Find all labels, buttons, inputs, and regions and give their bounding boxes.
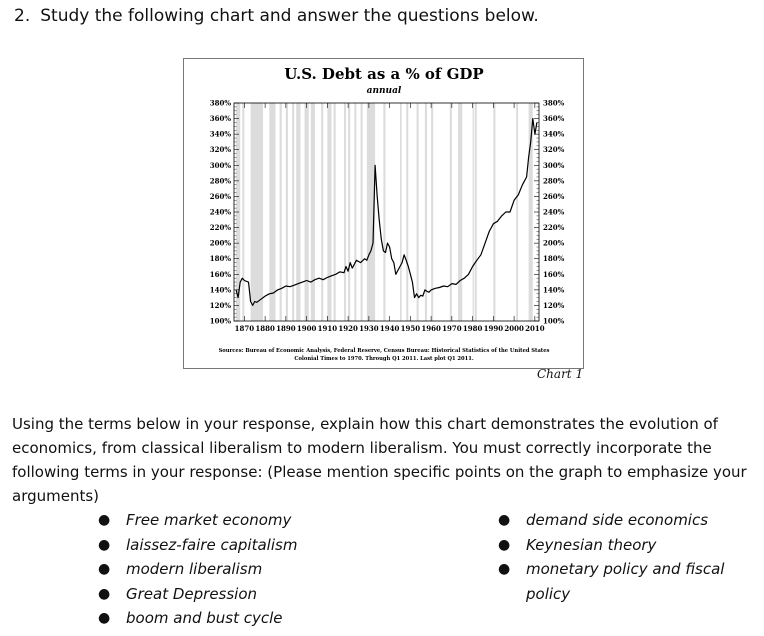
chart-source-2: Colonial Times to 1970. Through Q1 2011. Last plot Q1 2011.: [294, 356, 474, 362]
list-item: [98, 557, 358, 582]
recession-bar: [305, 103, 309, 321]
recession-bar: [425, 103, 427, 321]
recession-bar: [400, 103, 402, 321]
x-tick-label: 1890: [276, 324, 296, 333]
x-tick-label: 1970: [442, 324, 462, 333]
list-item: [498, 508, 738, 533]
x-tick-label: 1940: [379, 324, 400, 333]
list-item: [98, 533, 358, 558]
y-tick-label-right: 360%: [543, 114, 565, 124]
x-tick-label: 2000: [504, 324, 524, 333]
bullet-icon: ●: [498, 536, 511, 553]
terms-list-right: [498, 508, 738, 606]
bullet-icon: ●: [498, 561, 511, 577]
recession-bar: [242, 103, 244, 321]
recession-bar: [296, 103, 300, 321]
y-tick-label-left: 320%: [209, 145, 231, 155]
y-tick-label-left: 360%: [209, 114, 231, 124]
term-label: Great Depression: [126, 584, 258, 603]
y-tick-label-right: 320%: [543, 145, 565, 155]
y-tick-label-left: 120%: [209, 300, 231, 310]
recession-bar: [450, 103, 452, 321]
bullet-icon: ●: [98, 536, 111, 553]
x-tick-label: 1930: [359, 324, 379, 333]
recession-bar: [361, 103, 363, 321]
recession-bar: [292, 103, 294, 321]
y-tick-label-right: 380%: [543, 98, 565, 108]
recession-bar: [516, 103, 518, 321]
y-tick-label-right: 120%: [543, 300, 565, 310]
term-label: boom and bust cycle: [126, 609, 283, 627]
y-tick-label-right: 280%: [543, 176, 565, 186]
chart-caption: Chart 1: [537, 367, 584, 381]
recession-bar: [344, 103, 346, 321]
x-tick-label: 1900: [296, 324, 317, 333]
x-tick-label: 1960: [421, 324, 441, 333]
x-tick-label: 2010: [525, 324, 545, 333]
term-label: modern liberalism: [126, 560, 263, 578]
y-tick-label-left: 100%: [209, 316, 231, 326]
term-label: demand side economics: [526, 511, 709, 529]
x-tick-label: 1910: [317, 324, 338, 333]
list-item: [498, 533, 738, 558]
y-tick-label-right: 140%: [543, 285, 565, 295]
recession-bar: [475, 103, 477, 321]
recession-bar: [321, 103, 323, 321]
y-tick-label-right: 180%: [543, 254, 565, 264]
y-tick-label-right: 200%: [543, 238, 565, 248]
bullet-icon: ●: [98, 585, 111, 602]
recession-bar: [417, 103, 419, 321]
list-item: [498, 557, 738, 606]
chart-title: U.S. Debt as a % of GDP: [284, 65, 484, 83]
x-tick-label: 1990: [483, 324, 504, 333]
question-number: 2.: [14, 6, 31, 26]
x-tick-label: 1950: [400, 324, 421, 333]
bullet-icon: ●: [98, 610, 111, 626]
recession-bar: [327, 103, 331, 321]
y-tick-label-right: 300%: [543, 160, 565, 170]
recession-bar: [311, 103, 315, 321]
bullet-icon: ●: [98, 561, 111, 577]
y-tick-label-right: 220%: [543, 223, 565, 233]
bullet-icon: ●: [498, 512, 511, 528]
x-tick-label: 1880: [255, 324, 275, 333]
chart-source: Sources: Bureau of Economic Analysis, Federal Reserve, Census Bureau: Historical Statistics of the United States: [218, 348, 550, 354]
recession-bar: [406, 103, 408, 321]
y-tick-label-right: 160%: [543, 269, 565, 279]
y-tick-label-left: 220%: [209, 223, 231, 233]
recession-bar: [493, 103, 495, 321]
recession-bar: [286, 103, 288, 321]
y-tick-label-left: 300%: [209, 160, 231, 170]
question-heading: [14, 6, 539, 26]
recession-bar: [354, 103, 356, 321]
y-tick-label-left: 340%: [209, 129, 231, 139]
y-tick-label-left: 160%: [209, 269, 231, 279]
recession-bar: [458, 103, 462, 321]
y-tick-label-left: 280%: [209, 176, 231, 186]
y-tick-label-left: 200%: [209, 238, 231, 248]
bullet-icon: ●: [98, 512, 111, 528]
list-item: [98, 582, 358, 607]
y-tick-label-left: 380%: [209, 98, 231, 108]
list-item: [98, 508, 358, 533]
term-label: laissez-faire capitalism: [126, 535, 298, 554]
term-label: Free market economy: [126, 511, 292, 529]
recession-bar: [383, 103, 385, 321]
y-tick-label-right: 260%: [543, 191, 565, 201]
terms-list-left: [98, 508, 358, 631]
term-label: Keynesian theory: [526, 535, 657, 554]
debt-chart: [184, 59, 583, 368]
recession-bar: [251, 103, 263, 321]
x-tick-label: 1870: [234, 324, 255, 333]
x-tick-label: 1920: [338, 324, 358, 333]
y-tick-label-right: 340%: [543, 129, 565, 139]
y-tick-label-left: 140%: [209, 285, 231, 295]
y-tick-label-left: 180%: [209, 254, 231, 264]
recession-bar: [473, 103, 474, 321]
y-tick-label-right: 100%: [543, 316, 565, 326]
term-label: monetary policy and fiscal policy: [526, 560, 725, 603]
y-tick-label-left: 240%: [209, 207, 231, 217]
recession-bar: [334, 103, 336, 321]
y-tick-label-left: 260%: [209, 191, 231, 201]
question-prompt: Using the terms below in your response, explain how this chart demonstrates the evolution of economics, from classical liberalism to modern liberalism. You must correctly incorporate the following terms in your response: (Please mention specific points on the graph to emphasize your arguments): [12, 415, 747, 505]
chart-frame: [183, 58, 584, 369]
list-item: [98, 606, 358, 631]
chart-subtitle: annual: [366, 86, 402, 96]
recession-bar: [269, 103, 275, 321]
x-tick-label: 1980: [462, 324, 483, 333]
recession-bar: [431, 103, 433, 321]
y-tick-label-right: 240%: [543, 207, 565, 217]
recession-bar: [348, 103, 350, 321]
question-text: Study the following chart and answer the questions below.: [40, 6, 539, 26]
